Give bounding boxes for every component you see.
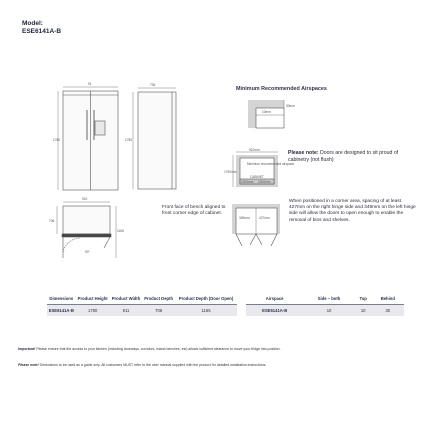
doors-note: [288, 150, 416, 163]
front-view-drawing: [58, 87, 118, 190]
top-depth-right-label: 1165: [117, 229, 124, 233]
top-width-label: 910: [82, 197, 88, 201]
dimensions-header: Product Width: [110, 292, 143, 305]
table-cell: 30: [372, 305, 404, 317]
side-view-drawing: [133, 88, 176, 189]
front-width-label: 91: [88, 82, 92, 86]
guide-note-label: Please note!: [18, 363, 39, 367]
side-height-label: 1780: [125, 138, 133, 142]
airspace-header: Airspace: [246, 292, 303, 305]
dimensions-header-row: [47, 292, 237, 305]
door-angle-label: 90°: [85, 250, 90, 254]
airspace-header: Side – both: [303, 292, 354, 305]
dimensions-header: Product Depth: [142, 292, 175, 305]
airspace-top-diagram: [248, 100, 284, 128]
cabinet-width-label: 910mm: [249, 148, 260, 152]
cabinet-height-label: 1790mm: [224, 170, 237, 174]
cabinet-word-label: CABINET: [250, 175, 264, 179]
airspace-header: Top: [355, 292, 372, 305]
model-label: Model:: [22, 20, 43, 27]
side-depth-label: 706: [150, 83, 156, 87]
table-cell: 1165: [175, 305, 237, 317]
top-depth-left-label: 706: [49, 219, 55, 223]
airspaces-title: Minimum Recommended Airspaces: [236, 86, 327, 92]
important-label: Important!: [18, 347, 36, 351]
corner-left-label: 349mm: [239, 216, 250, 220]
dimensions-header: Product Height: [76, 292, 110, 305]
doors-note-label: Please note:: [288, 150, 319, 156]
dimensions-table: [47, 292, 237, 316]
cabinet-airspace-label: Minimum recommended airspace: [247, 162, 295, 166]
cabinet-bottom-left-label: 1000mm: [241, 180, 254, 184]
air-top-label: 10mm: [262, 110, 271, 114]
dimensions-header: Product Depth (Door Open): [175, 292, 237, 305]
corner-note: When positioned in a corner area, spacing of at least 427mm on the right hinge side and 349mm on the left hinge side will allow the doors to open enough to enable the removal of bins and shelves.: [289, 199, 416, 223]
table-row: [47, 305, 237, 317]
table-cell: 911: [110, 305, 143, 317]
table-cell: 1780: [76, 305, 110, 317]
cabinet-bottom-right-label: 1000mm: [258, 180, 271, 184]
air-side-label: 30mm: [286, 104, 295, 108]
important-note: [18, 347, 438, 352]
table-row: [246, 305, 404, 317]
airspace-table: [246, 292, 404, 316]
table-cell: 10: [355, 305, 372, 317]
table-cell: 706: [142, 305, 175, 317]
guide-note: [18, 363, 438, 368]
doors-note-text: Doors are designed to sit proud of cabinetry (not flush): [288, 150, 399, 163]
table-cell: ESE6141A-B: [47, 305, 76, 317]
bench-note: Front face of bench aligned to front corner edge of cabinet.: [162, 205, 226, 216]
airspace-header: Behind: [372, 292, 404, 305]
model-number: ESE6141A-B: [22, 28, 62, 35]
guide-note-text: Dimensions to be used as a guide only. All customers MUST refer to the user manual supplied with the product for detailed installation instructions.: [39, 363, 267, 367]
table-cell: ESE6141A-B: [246, 305, 303, 317]
table-cell: 10: [303, 305, 354, 317]
corner-right-label: 427mm: [259, 216, 270, 220]
front-height-label: 1780: [53, 138, 61, 142]
dimensions-header: Dimensions: [47, 292, 76, 305]
important-text: Please ensure that the access to your kitchen (including doorways, corridors, island benches, etc) allows sufficient clearance to move your fridge into position.: [36, 347, 281, 351]
cabinet-front-diagram: [233, 152, 278, 187]
airspace-header-row: [246, 292, 404, 305]
corner-diagram: [232, 204, 280, 246]
